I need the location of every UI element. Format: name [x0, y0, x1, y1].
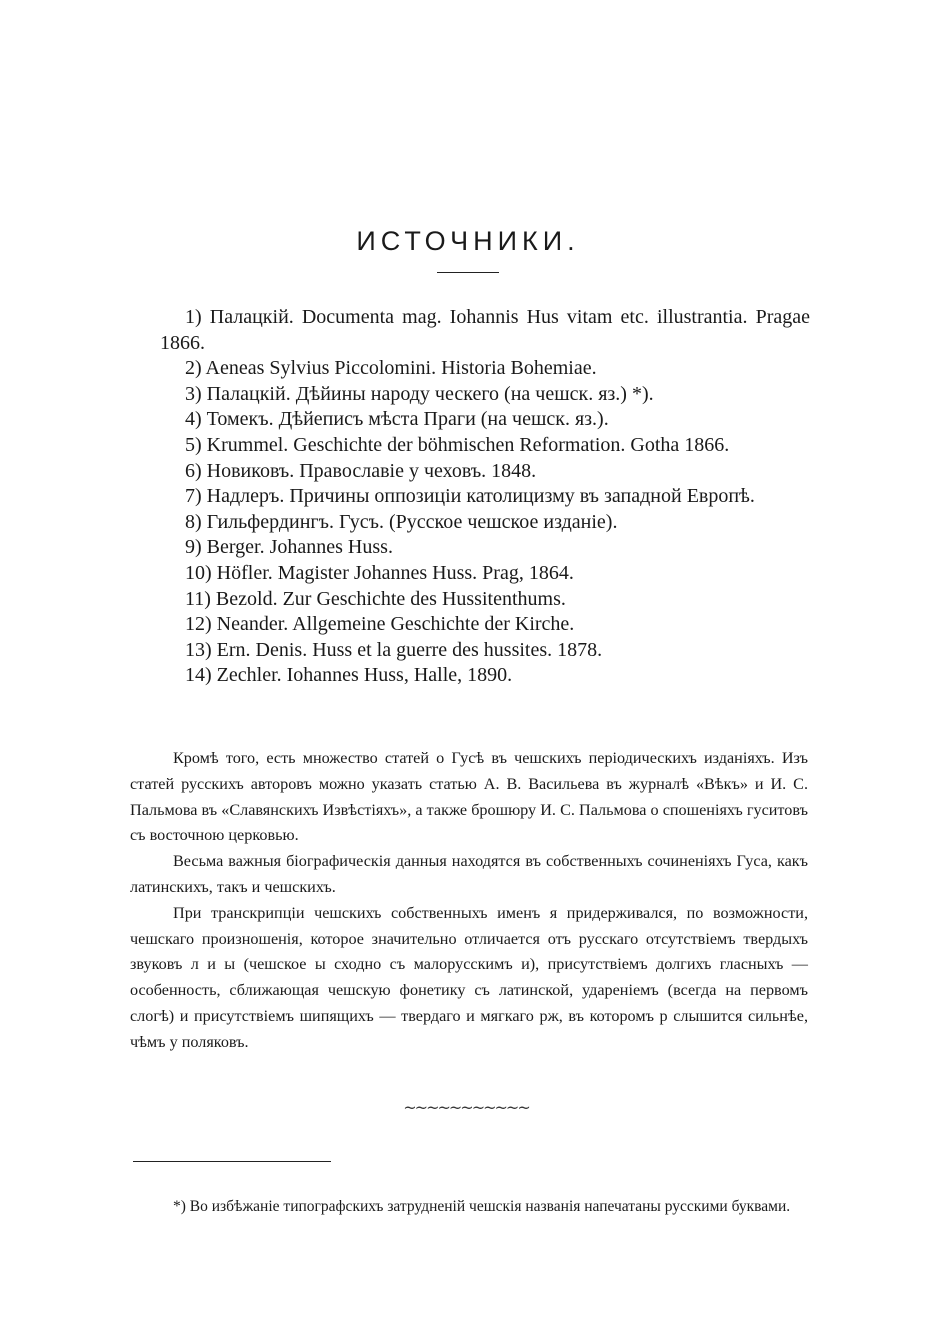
- source-item: 6) Новиковъ. Православіе у чеховъ. 1848.: [185, 459, 537, 482]
- source-item: 5) Krummel. Geschichte der böhmischen Reformation. Gotha 1866.: [185, 433, 730, 456]
- paragraph: Кромѣ того, есть множество статей о Гусѣ въ чешскихъ періодическихъ изданіяхъ. Изъ статей русскихъ авторовъ можно указать статью А. В. Васильева въ журналѣ «Вѣкъ» и И. С. Пальмова въ «Славянскихъ Извѣстіяхъ», а также брошюру И. С. Пальмова о спошеніяхъ гуситовъ съ восточною церковью.: [130, 749, 808, 845]
- page-title: ИСТОЧНИКИ.: [356, 226, 580, 257]
- source-item: 2) Aeneas Sylvius Piccolomini. Historia Bohemiae.: [185, 357, 597, 380]
- source-item: 11) Bezold. Zur Geschichte des Hussitenthums.: [185, 587, 566, 610]
- source-item: 4) Томекъ. Дѣйеписъ мѣста Праги (на чешск. яз.).: [185, 408, 609, 431]
- footnote-rule: [133, 1161, 331, 1162]
- source-item: 14) Zechler. Iohannes Huss, Halle, 1890.: [185, 664, 513, 687]
- footnote: *) Во избѣжаніе типографскихъ затрудненій чешскія названія напечатаны русскими буквами.: [173, 1197, 791, 1215]
- sources-list: [160, 305, 810, 689]
- body-text: [130, 746, 808, 1056]
- source-item: 7) Надлеръ. Причины оппозиціи католицизму въ западной Европѣ.: [185, 485, 755, 508]
- title-divider: [437, 272, 499, 273]
- paragraph: Весьма важныя біографическія данныя находятся въ собственныхъ сочиненіяхъ Гуса, какъ латинскихъ, такъ и чешскихъ.: [130, 852, 808, 896]
- source-item: 10) Höfler. Magister Johannes Huss. Prag, 1864.: [185, 561, 574, 584]
- ornament-divider: ~~~~~~~~~~~: [403, 1098, 529, 1117]
- source-item: 1) Палацкій. Documenta mag. Iohannis Hus vitam etc. illustrantia. Pragae 1866.: [160, 306, 810, 354]
- source-item: 13) Ern. Denis. Huss et la guerre des hussites. 1878.: [185, 638, 603, 661]
- paragraph: При транскрипціи чешскихъ собственныхъ именъ я придерживался, по возможности, чешскаго произношенія, которое значительно отличается отъ русскаго отсутствіемъ твердыхъ звуковъ л и ы (чешское ы сходно съ малорусскимъ и), присутствіемъ долгихъ гласныхъ — особенность, сближающая чешскую фонетику съ латинской, удареніемъ (всегда на первомъ слогѣ) и присутствіемъ шипящихъ — твердаго и мягкаго рж, въ которомъ р слышится сильнѣе, чѣмъ у поляковъ.: [130, 903, 808, 1051]
- source-item: 8) Гильфердингъ. Гусъ. (Русское чешское изданіе).: [185, 510, 618, 533]
- source-item: 3) Палацкій. Дѣйины народу ческего (на чешск. яз.) *).: [185, 382, 654, 405]
- source-item: 9) Berger. Johannes Huss.: [185, 536, 393, 559]
- source-item: 12) Neander. Allgemeine Geschichte der Kirche.: [185, 613, 575, 636]
